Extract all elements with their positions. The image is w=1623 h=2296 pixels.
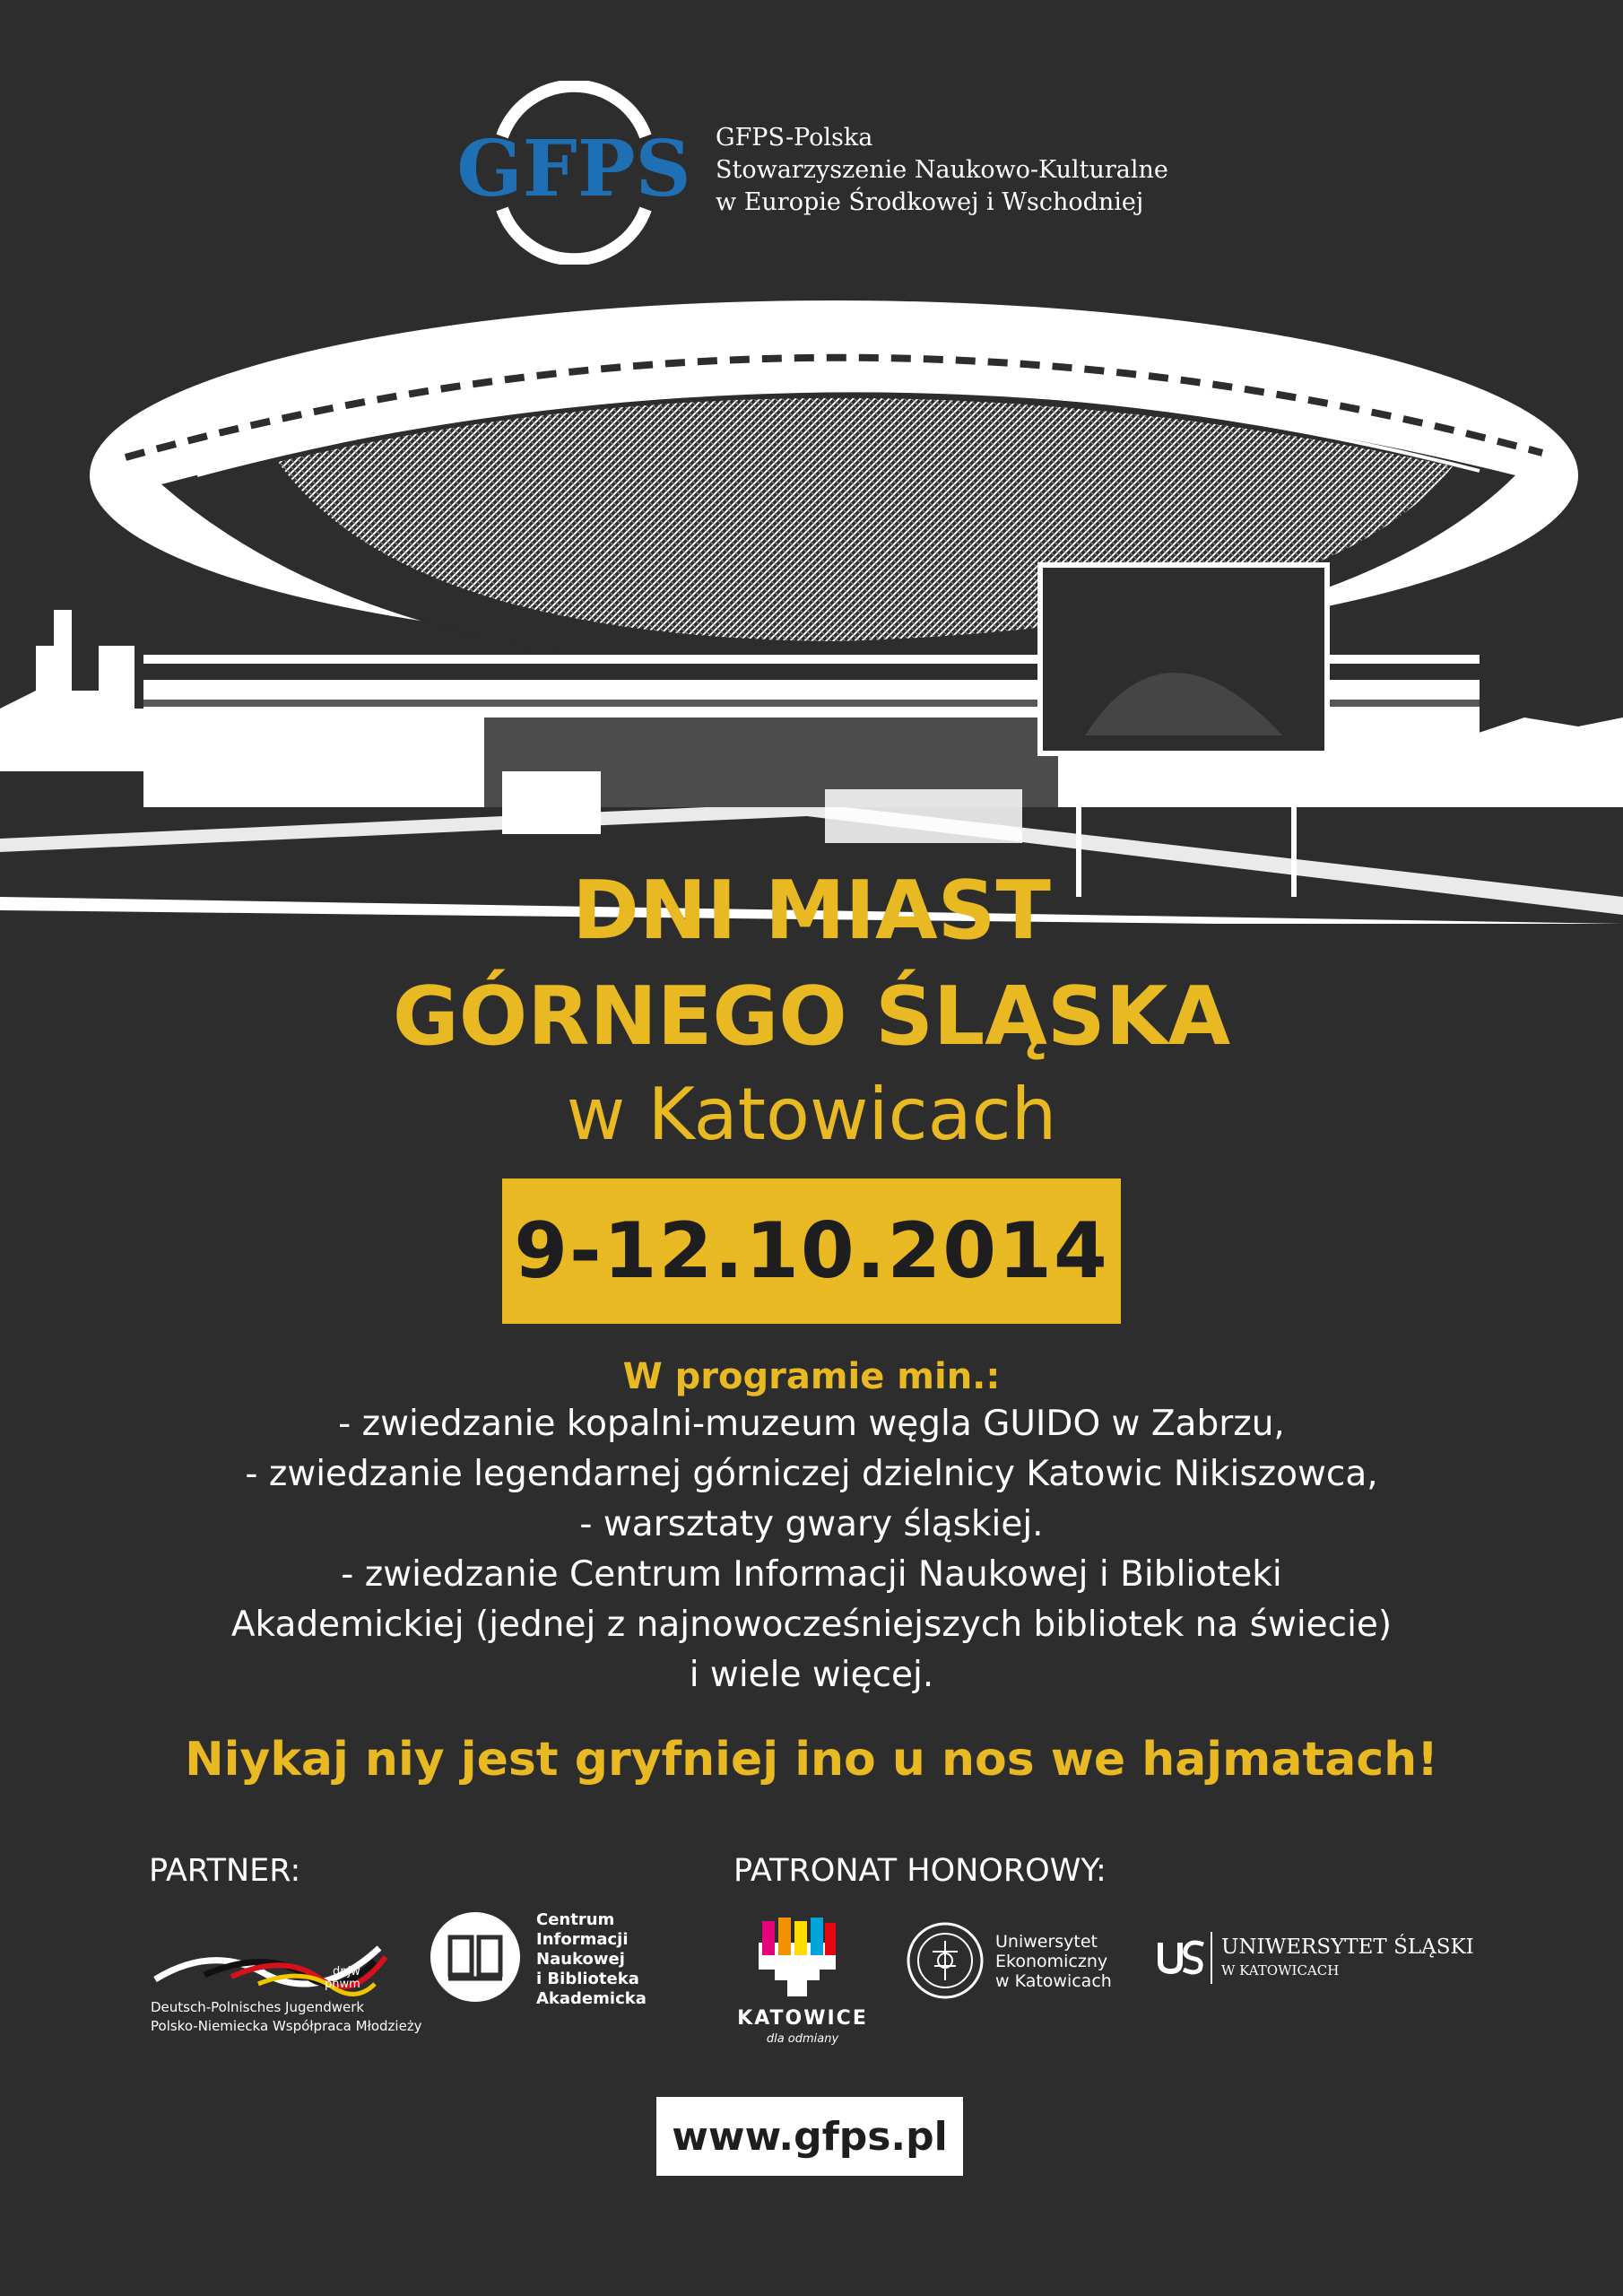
- us-logo-icon: [1153, 1935, 1207, 1975]
- org-line: GFPS-Polska: [716, 124, 873, 152]
- dpjw-short-line: pnwm: [325, 1978, 360, 1991]
- cinib-line: Centrum: [536, 1910, 615, 1929]
- gfps-logo: [453, 81, 695, 265]
- gfps-logo-text: GFPS: [456, 124, 691, 214]
- katowice-name: KATOWICE: [737, 2007, 868, 2030]
- patron-label: PATRONAT HONOROWY:: [733, 1853, 1107, 1889]
- website-box[interactable]: [656, 2097, 963, 2176]
- program-list: [0, 1399, 1623, 1700]
- dpjw-short-line: dpjw: [333, 1965, 360, 1979]
- dpjw-line: Deutsch-Polnisches Jugendwerk: [151, 1999, 365, 2015]
- spodek-arena-illustration: [0, 269, 1623, 924]
- ue-seal-icon: [906, 1921, 985, 2000]
- program-item: i wiele więcej.: [689, 1655, 934, 1695]
- cinib-line: Naukowej: [536, 1950, 625, 1969]
- dpjw-name: [151, 1998, 422, 2036]
- event-location: w Katowicach: [566, 1073, 1057, 1156]
- dpjw-line: Polsko-Niemiecka Współpraca Młodzieży: [151, 2018, 422, 2034]
- katowice-tagline: dla odmiany: [766, 2032, 839, 2046]
- slogan: Niykaj niy jest gryfniej ino u nos we hajmatach!: [185, 1733, 1438, 1787]
- program-item: - zwiedzanie Centrum Informacji Naukowej i Biblioteki: [341, 1554, 1282, 1595]
- us-location: W KATOWICACH: [1221, 1962, 1340, 1979]
- program-heading: W programie min.:: [622, 1356, 1001, 1397]
- ue-line: Uniwersytet: [995, 1932, 1098, 1952]
- cinib-line: Akademicka: [536, 1989, 647, 2008]
- ue-line: Ekonomiczny: [995, 1952, 1108, 1971]
- ue-line: w Katowicach: [995, 1971, 1112, 1991]
- dpjw-short-name: [325, 1966, 360, 1991]
- cinib-line: i Biblioteka: [536, 1970, 639, 1988]
- org-line: Stowarzyszenie Naukowo-Kulturalne: [716, 156, 1168, 184]
- event-date-box: [502, 1178, 1121, 1324]
- program-item: - warsztaty gwary śląskiej.: [579, 1504, 1044, 1544]
- event-dates: 9-12.10.2014: [514, 1206, 1109, 1296]
- katowice-logo-icon: [755, 1916, 839, 1998]
- us-name: UNIWERSYTET ŚLĄSKI: [1221, 1935, 1474, 1959]
- event-title-line2: GÓRNEGO ŚLĄSKA: [392, 970, 1231, 1064]
- cinib-logo-icon: [429, 1910, 522, 2004]
- org-line: w Europie Środkowej i Wschodniej: [716, 188, 1144, 216]
- cinib-name: [536, 1910, 647, 2009]
- program-item: Akademickiej (jednej z najnowocześniejszych bibliotek na świecie): [230, 1605, 1393, 1645]
- event-title-line1: DNI MIAST: [572, 864, 1051, 958]
- cinib-line: Informacji: [536, 1930, 629, 1949]
- partner-label: PARTNER:: [149, 1853, 301, 1889]
- website-link[interactable]: www.gfps.pl: [672, 2113, 948, 2160]
- ue-name: [995, 1932, 1112, 1991]
- organization-name: [716, 122, 1168, 219]
- program-item: - zwiedzanie legendarnej górniczej dzielnicy Katowic Nikiszowca,: [245, 1454, 1378, 1494]
- program-item: - zwiedzanie kopalni-muzeum węgla GUIDO w Zabrzu,: [338, 1404, 1285, 1444]
- us-divider: [1211, 1932, 1212, 1984]
